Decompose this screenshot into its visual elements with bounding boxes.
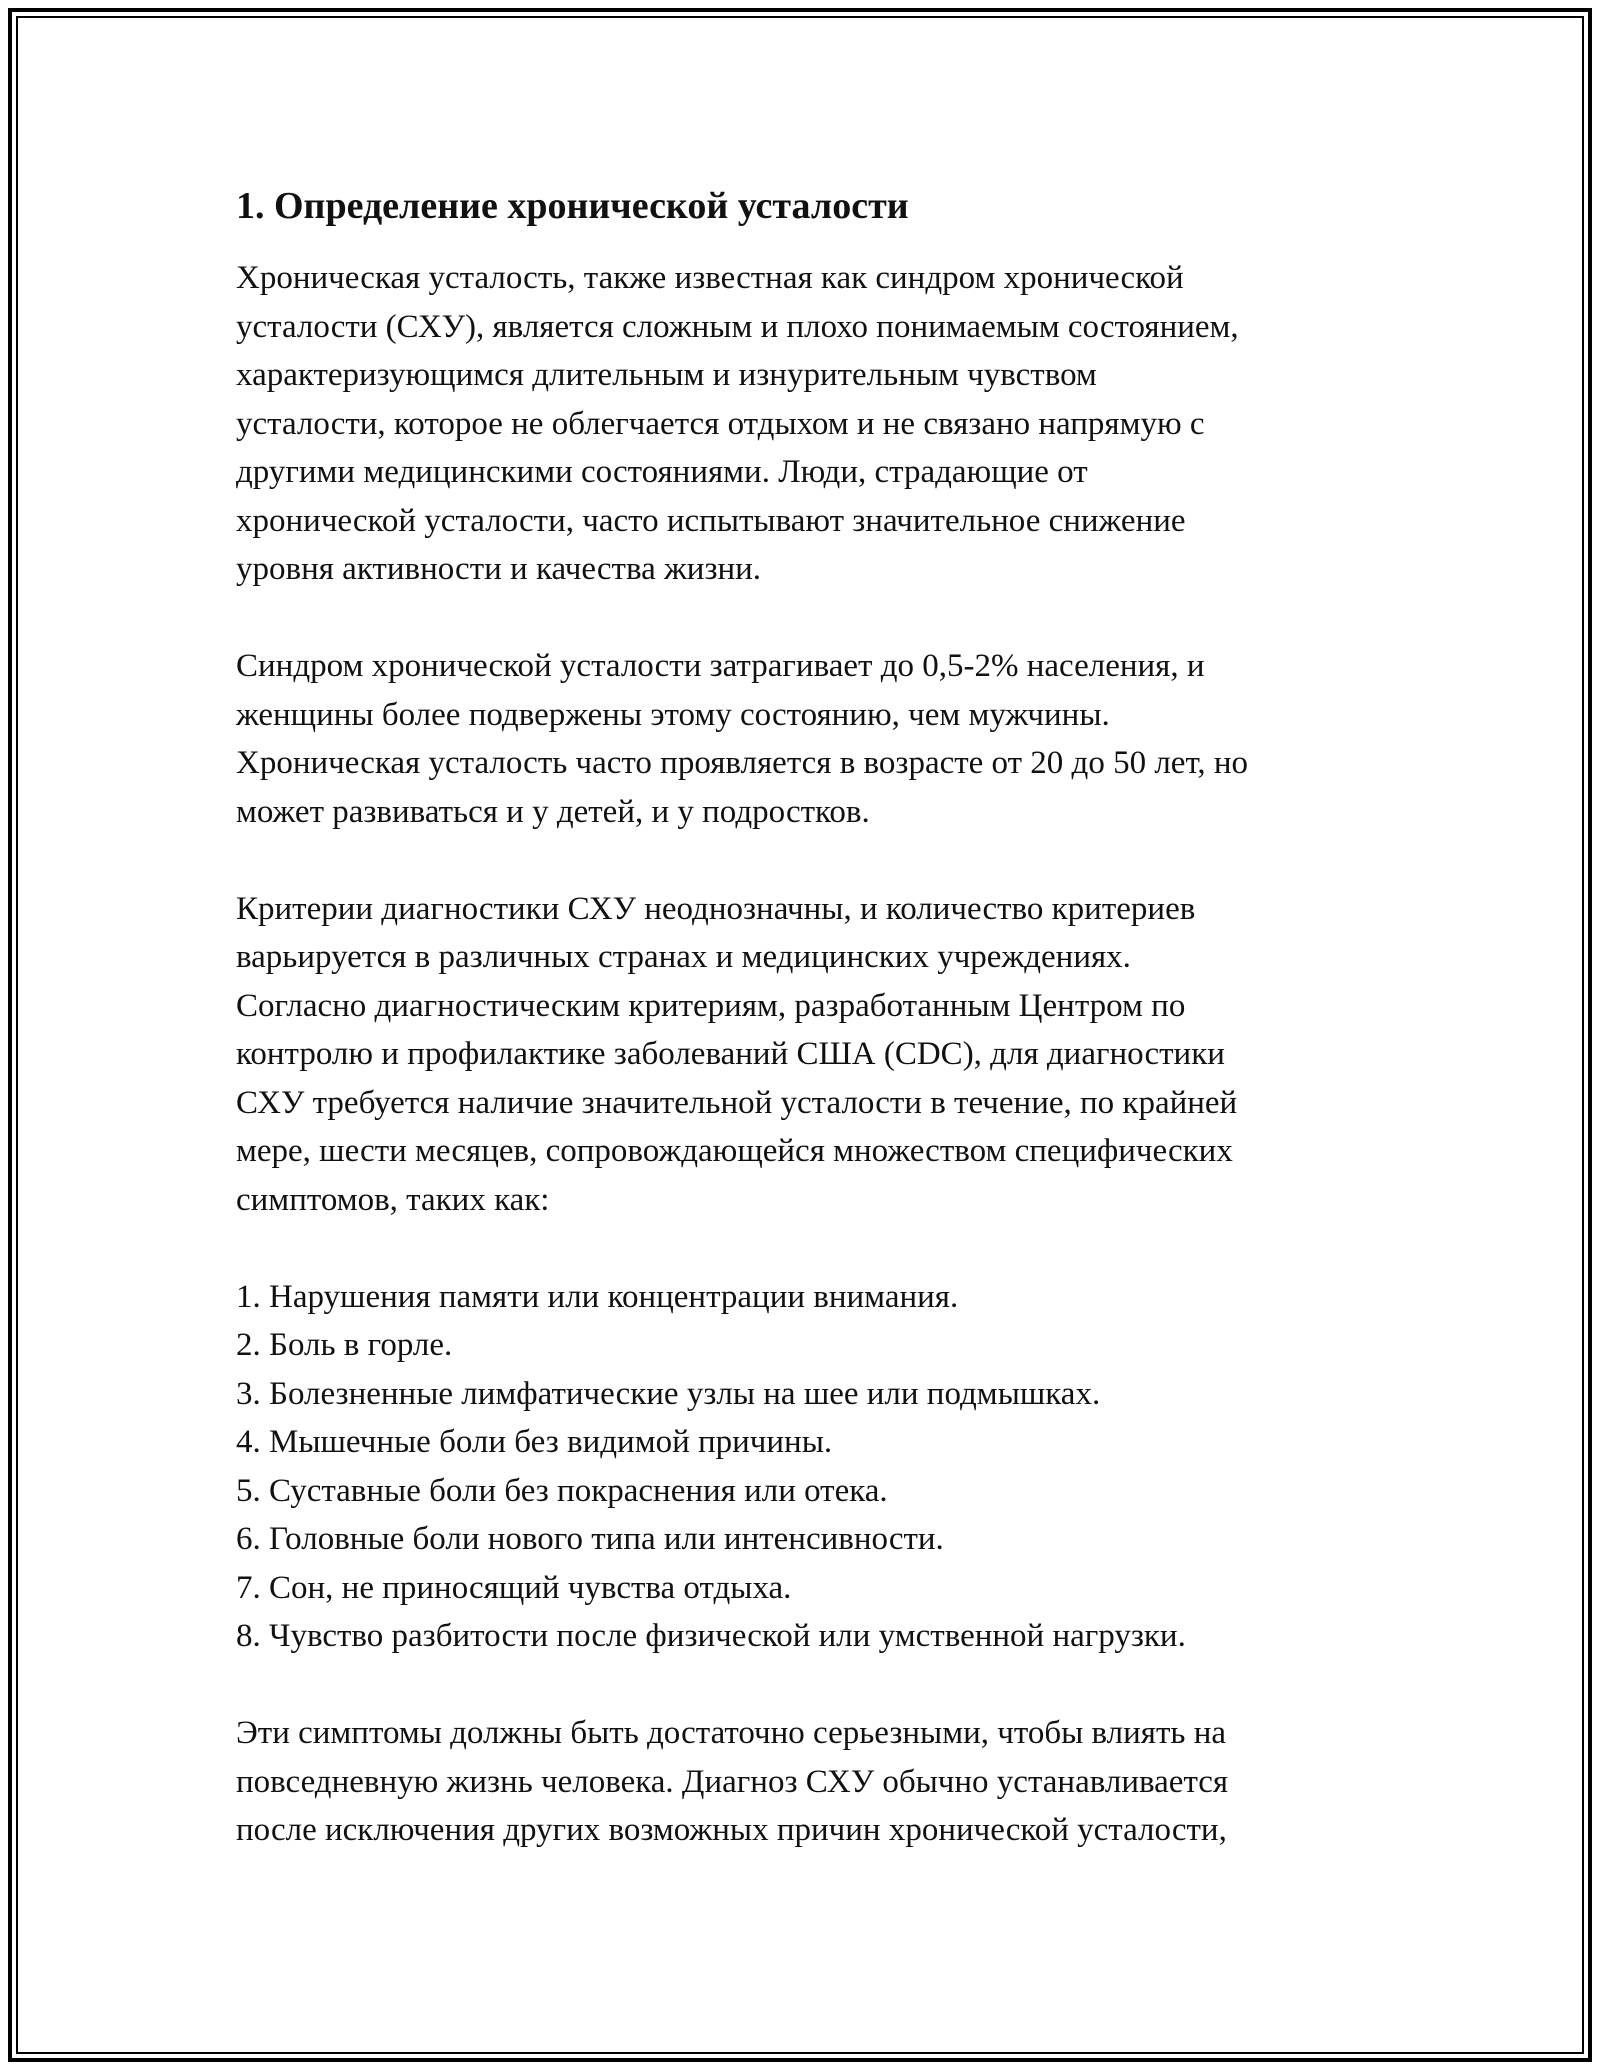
text-line: контролю и профилактике заболеваний США (CDC), для диагностики (236, 1036, 1225, 1072)
list-item: 5. Суставные боли без покраснения или отека. (236, 1472, 888, 1509)
list-item: 7. Сон, не приносящий чувства отдыха. (236, 1569, 792, 1606)
text-line: Синдром хронической усталости затрагивает до 0,5-2% населения, и (236, 648, 1205, 684)
text-line: другими медицинскими состояниями. Люди, страдающие от (236, 454, 1088, 490)
text-line: Хроническая усталость, также известная как синдром хронической (236, 260, 1184, 296)
list-item: 4. Мышечные боли без видимой причины. (236, 1424, 833, 1460)
text-line: повседневную жизнь человека. Диагноз СХУ обычно устанавливается (236, 1763, 1229, 1800)
paragraph-closing (236, 1709, 1386, 1855)
section-heading: 1. Определение хронической усталости (236, 185, 909, 227)
text-line: СХУ требуется наличие значительной усталости в течение, по крайней (236, 1084, 1238, 1121)
text-line: Эти симптомы должны быть достаточно серьезными, чтобы влиять на (236, 1715, 1227, 1751)
list-item: 3. Болезненные лимфатические узлы на шее или подмышках. (236, 1375, 1101, 1412)
text-line: варьируется в различных странах и медицинских учреждениях. (236, 939, 1131, 975)
text-line: женщины более подвержены этому состоянию, чем мужчины. (236, 696, 1110, 733)
paragraph-definition (236, 254, 1386, 594)
list-item: 8. Чувство разбитости после физической или умственной нагрузки. (236, 1618, 1186, 1654)
text-line: мере, шести месяцев, сопровождающейся множеством специфических (236, 1133, 1233, 1169)
paragraph-prevalence (236, 642, 1386, 836)
text-line: характеризующимся длительным и изнурительным чувством (236, 357, 1097, 393)
list-item: 6. Головные боли нового типа или интенсивности. (236, 1521, 944, 1557)
list-item: 2. Боль в горле. (236, 1327, 453, 1363)
list-item: 1. Нарушения памяти или концентрации внимания. (236, 1278, 959, 1315)
text-line: симптомов, таких как: (236, 1181, 550, 1218)
text-line: после исключения других возможных причин хронической усталости, (236, 1812, 1227, 1848)
text-line: хронической усталости, часто испытывают значительное снижение (236, 502, 1186, 539)
text-line: может развиваться и у детей, и у подростков. (236, 793, 870, 830)
text-line: Критерии диагностики СХУ неоднозначны, и количество критериев (236, 890, 1196, 927)
text-line: уровня активности и качества жизни. (236, 551, 762, 587)
text-line: Согласно диагностическим критериям, разработанным Центром по (236, 987, 1186, 1024)
text-line: Хроническая усталость часто проявляется в возрасте от 20 до 50 лет, но (236, 745, 1249, 781)
document-page (236, 180, 1386, 1903)
text-line: усталости (СХУ), является сложным и плохо понимаемым состоянием, (236, 308, 1239, 345)
paragraph-criteria (236, 885, 1386, 1225)
text-line: усталости, которое не облегчается отдыхом и не связано напрямую с (236, 405, 1205, 442)
symptoms-list (236, 1273, 1386, 1661)
